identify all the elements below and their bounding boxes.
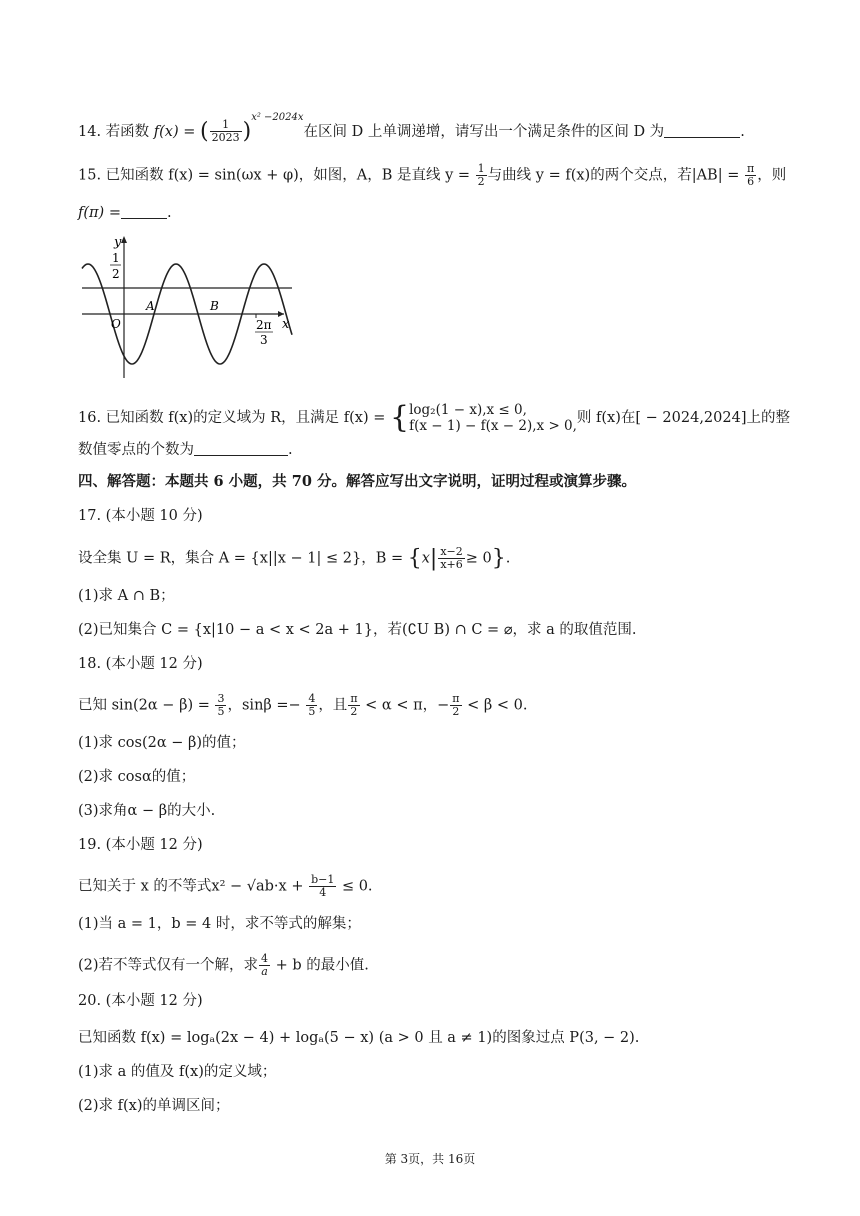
q15-line2: f(π) = .	[78, 205, 172, 221]
q18-part3: (3)求角α − β的大小.	[78, 803, 216, 819]
page-footer: 第 3页，共 16页	[384, 1152, 476, 1166]
graph-half-den: 2	[112, 267, 120, 281]
q17-part1: (1)求 A ∩ B；	[78, 588, 175, 604]
q14-func: f(x) =	[153, 123, 201, 140]
q17-part2: (2)已知集合 C = {x|10 − a < x < 2a + 1}，若(∁U B) ∩ C = ⌀，求 a 的取值范围.	[78, 622, 637, 638]
q15-pi-over-6: $\frac{\pi}{6}$	[746, 162, 755, 188]
section-heading: 四、解答题：本题共 6 小题，共 70 分。解答应写出文字说明，证明过程或演算步骤。	[78, 473, 636, 490]
q14-text: 在区间 D 上单调递增，请写出一个满足条件的区间 D 为	[303, 123, 665, 140]
q15-answer-blank[interactable]	[121, 204, 167, 219]
graph-tick-num: 2π	[256, 318, 272, 332]
sine-graph	[78, 232, 300, 380]
q15-half: $\frac{1}{2}$	[477, 162, 485, 188]
q20-part2: (2)求 f(x)的单调区间；	[78, 1098, 230, 1114]
q18-part2: (2)求 cosα的值；	[78, 769, 196, 785]
q16-line1: 16. 已知函数 f(x)的定义域为 R，且满足 f(x) = { log₂(1 − x),x ≤ 0, f(x − 1) − f(x − 2),x > 0, 则 f(x)在[ − 2024,2024]上的整	[78, 400, 790, 435]
q18-head: 18. (本小题 12 分)	[78, 656, 203, 672]
q20-part1: (1)求 a 的值及 f(x)的定义域；	[78, 1064, 277, 1080]
q17-head: 17. (本小题 10 分)	[78, 508, 203, 524]
q16-answer-blank[interactable]	[194, 441, 288, 456]
graph-tick-den: 3	[260, 333, 268, 347]
graph-point-b: B	[210, 299, 219, 313]
graph-point-a: A	[146, 299, 155, 313]
q16-piecewise: log₂(1 − x),x ≤ 0, f(x − 1) − f(x − 2),x > 0,	[409, 402, 577, 434]
q14-fraction: $\frac{1}{2023}$	[211, 118, 240, 145]
q19-head: 19. (本小题 12 分)	[78, 837, 203, 853]
q19-stem: 已知关于 x 的不等式x² − √ab·x + $\frac{b-1}{4}$ ≤ 0.	[78, 873, 373, 899]
q14-line: 14. 若函数 f(x) = ( $\frac{1}{2023}$ )$^{x^2 -2024x}$在区间 D 上单调递增，请写出一个满足条件的区间 D 为 .	[78, 112, 745, 145]
q19-part2: (2)若不等式仅有一个解，求 $\frac{4}{a}$ + b 的最小值.	[78, 952, 369, 978]
graph-origin: O	[111, 317, 121, 331]
q14-answer-blank[interactable]	[664, 123, 740, 138]
q17-stem: 设全集 U = R，集合 A = {x||x − 1| ≤ 2}，B = {x| $\frac{x-2}{x+6}$ ≥ 0}.	[78, 545, 511, 571]
q16-line2: 数值零点的个数为 .	[78, 442, 293, 458]
q19-part1: (1)当 a = 1，b = 4 时，求不等式的解集；	[78, 916, 361, 932]
q15-line1: 15. 已知函数 f(x) = sin(ωx + φ)，如图，A，B 是直线 y = $\frac{1}{2}$ 与曲线 y = f(x)的两个交点，若|AB| = $\frac{\pi}{6}$ ，则	[78, 162, 787, 188]
graph-y-label: y	[114, 235, 122, 250]
q18-stem: 已知 sin(2α − β) = $\frac{3}{5}$ ，sinβ =− $\frac{4}{5}$ ，且 $\frac{\pi}{2}$ < α < π，− $\frac{\pi}{2}$ < β < 0.	[78, 692, 528, 718]
q14-number: 14. 若函数	[78, 123, 154, 140]
graph-half-num: 1	[112, 251, 120, 265]
graph-x-label: x	[282, 317, 290, 332]
q14-exponent: x² −2024x	[251, 112, 304, 123]
q18-part1: (1)求 cos(2α − β)的值；	[78, 735, 246, 751]
q20-head: 20. (本小题 12 分)	[78, 993, 203, 1009]
q20-stem: 已知函数 f(x) = logₐ(2x − 4) + logₐ(5 − x) (a > 0 且 a ≠ 1)的图象过点 P(3, − 2).	[78, 1030, 640, 1046]
